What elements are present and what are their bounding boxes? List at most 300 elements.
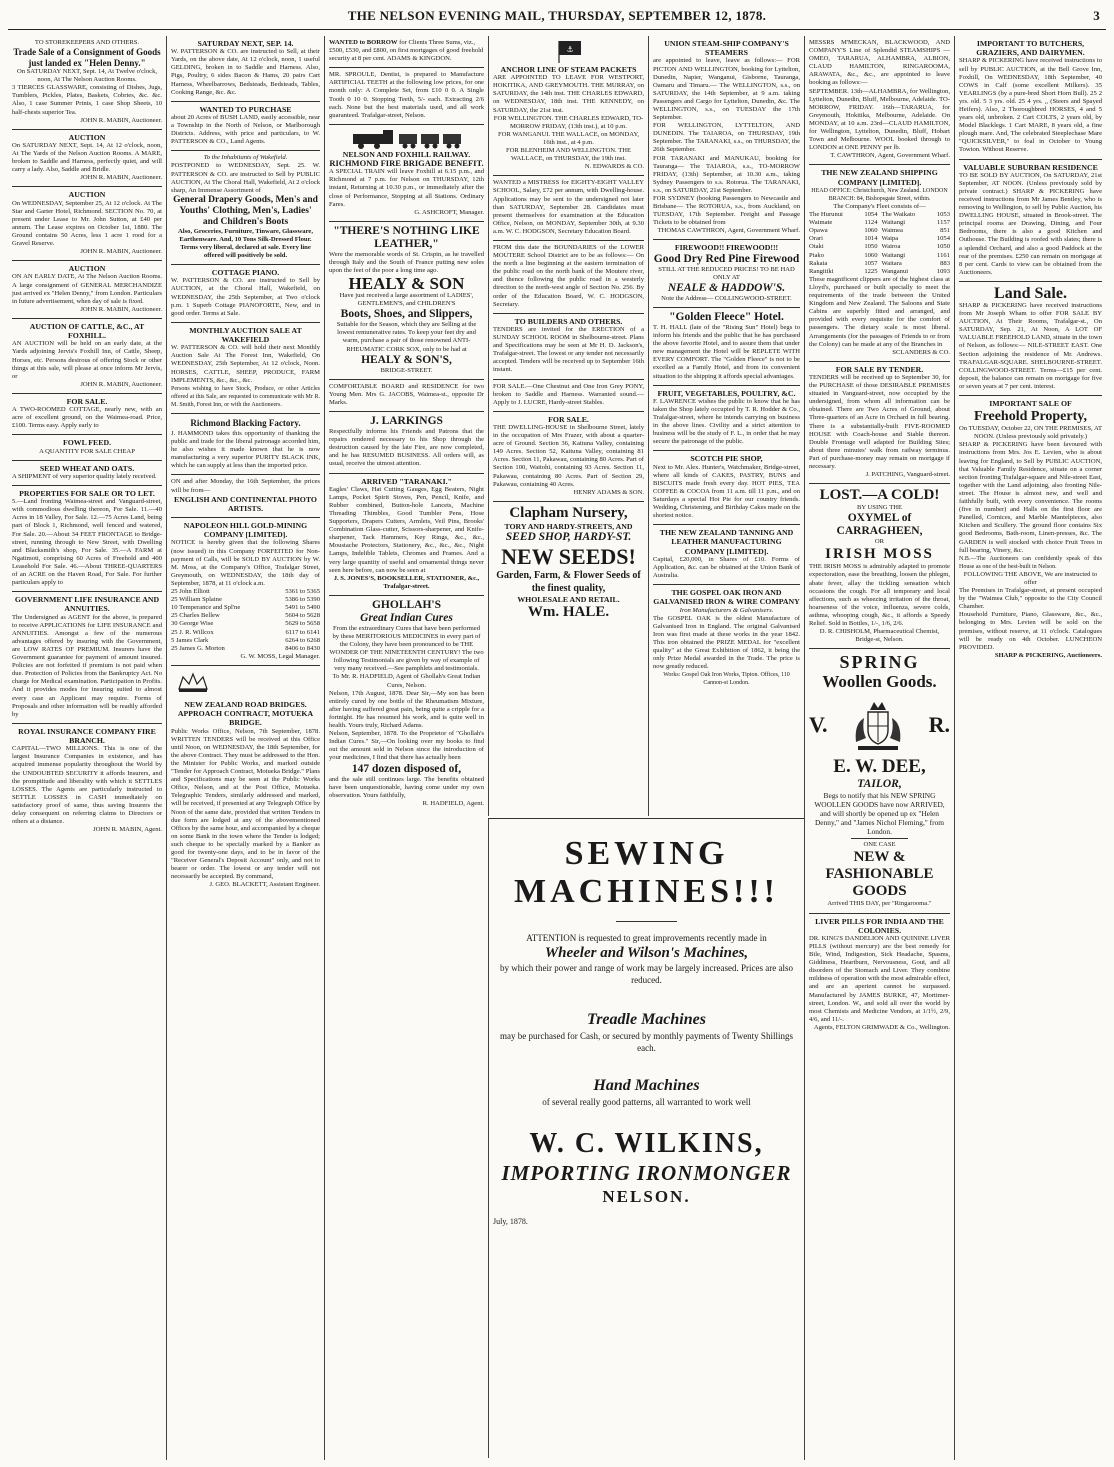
ship-name: Wanganui bbox=[881, 267, 909, 275]
ad-body: J. HAMMOND takes this opportunity of thanking the public and trade for the liberal patronage accorded him, he also wishes it made known that he is now manufacturing a very superior PURITY BLACK INK, which he can supply at less than the imported price. bbox=[171, 430, 320, 470]
ad-subheading: FOLLOWING THE ABOVE, We are instructed to offer bbox=[963, 570, 1098, 586]
ad-body: 3 TIERCES GLASSWARE, consisting of Dishes, Jugs, Tumblers, Pickles, Plates, Baskets, Cobries, &c. &c. Also, 1 case Summer Prints, 1 case Shop Sheets, 10 half-chests superior Tea. bbox=[12, 84, 162, 116]
ad-body: Respectfully informs his Friends and Patrons that the repairs rendered necessary to his Shop through the destruction caused by the late Fire, are now completed, and he has RESUMED BUSINESS. All orders will, as usual, receive the utmost attention. bbox=[329, 428, 484, 468]
ad-body: FOR TARANAKI and MANUKAU, booking for Tauranga— The TAIAROA, s.s., TO-MORROW FRIDAY, (13th) September, at 10.30 a.m., taking Sydney Passengers to s.s. Rotorua. The TARANAKI, s.s., on SATURDAY, 21st September. bbox=[653, 154, 800, 194]
ad-body: THE DWELLING-HOUSE in Shelbourne Street, lately in the occupation of Mrs Frazer, with about a quarter-acre of Ground. Section 36, Kaituna Valley, containing 149 Acres. Section 52, Kaituna Valley, containing 81 Acres. Section 11, Pakawau, containing 80 Acres. Part of Section 100, Waitohi, containing 93 Acres. Section 11, Pakawau, containing 80 Acres. Part of Section 29, Pakawau, containing 40 Acres. bbox=[493, 423, 644, 488]
ad-address: NELSON. bbox=[602, 1187, 691, 1206]
ad-irish-moss bbox=[809, 484, 950, 649]
fleet-ship bbox=[809, 227, 878, 235]
ad-auction-mare bbox=[12, 130, 162, 188]
ad-heading: ARRIVED "TARANAKI." bbox=[361, 476, 452, 486]
ship-name: Orari bbox=[809, 235, 823, 243]
ad-title: Treadle Machines bbox=[587, 1011, 706, 1028]
ad-body: about 20 Acres of BUSH LAND, easily accessible, near a Township in the North of Nelson, or Marlborough Districts. Address, with price and particulars, to W. PATTERSON & CO., Land Agents. bbox=[171, 113, 320, 146]
ad-heading: To the Inhabitants of Wakefield. bbox=[203, 154, 288, 162]
ad-signature: J. PATCHING, Vanguard-street. bbox=[865, 471, 950, 479]
ad-heading: MONTHLY AUCTION SALE AT WAKEFIELD bbox=[189, 325, 302, 345]
ad-freehold-property bbox=[959, 396, 1102, 664]
ad-title: SEWING bbox=[564, 835, 729, 872]
ad-heading: GOVERNMENT LIFE INSURANCE AND ANNUITIES. bbox=[14, 595, 160, 614]
ad-note: Persons wishing to have Stock, Produce, or other Articles offered at this Sale, are requested to communicate with Mr R. M. Smith, Forest Inn, or with the Auctioneers. bbox=[171, 385, 320, 408]
fleet-heading: The Company's Fleet consists of— bbox=[833, 203, 926, 210]
divider bbox=[616, 921, 677, 922]
ad-seed bbox=[12, 461, 162, 486]
ad-heading: NEW ZEALAND ROAD BRIDGES. bbox=[184, 699, 307, 709]
ship-name: Opawa bbox=[809, 227, 828, 235]
fleet-ship bbox=[809, 252, 878, 260]
fleet-ship bbox=[882, 219, 951, 227]
masthead-title: THE NELSON EVENING MAIL, THURSDAY, SEPTEMBER 12, 1878. bbox=[347, 8, 767, 23]
ad-auction-section bbox=[12, 187, 162, 261]
ad-heading: TO BUILDERS AND OTHERS. bbox=[514, 316, 623, 326]
masthead bbox=[0, 8, 1114, 30]
ship-name: Wairoa bbox=[881, 243, 901, 251]
ad-heading: IMPORTANT TO BUTCHERS, GRAZIERS, AND DAIRYMEN. bbox=[976, 39, 1085, 58]
ad-subheading: OXYMEL of CARRAGHEEN, bbox=[836, 512, 923, 538]
ad-body: SEPTEMBER. 13th—ALHAMBRA, for Wellington, Lyttelton, Dunedin, Bluff, Melbourne, Adelaide. TO-MORROW, FRIDAY. 16th—TARARUA, for Greymouth, Hokitika, Melbourne, Adelaide. On MONDAY, at 10 a.m. 23rd—CLAUD HAMILTON, for Wellington, Lyttelton, Dunedin, Bluff, Hobart Town and Melbourne. WOOL booked through to LONDON at ONE PENNY per lb. bbox=[809, 87, 950, 152]
ship-name: Rangitiki bbox=[809, 267, 834, 275]
masthead-rule bbox=[8, 29, 1106, 30]
ship-tons: 1124 bbox=[864, 219, 878, 227]
ad-liver-pills bbox=[809, 914, 950, 1037]
ad-heading: "THERE'S NOTHING LIKE LEATHER," bbox=[333, 224, 480, 250]
column-1 bbox=[8, 36, 166, 1460]
ad-subheading: SEED SHOP, HARDY-ST. bbox=[505, 531, 632, 544]
ad-heading: FIREWOOD!! FIREWOOD!!! bbox=[674, 243, 779, 253]
ad-body: A TWO-ROOMED COTTAGE, nearly new, with an acre of excellent ground, on the Waimea-road. Price, £100. Terms easy. Apply early to bbox=[12, 406, 162, 430]
ad-body: FROM this date the BOUNDARIES of the LOWER MOUTERE School District are to be as follows:— On the north a line beginning at the eastern termination of the public road on the north bank of the Moutere river, and thence following the public road in a westerly direction to the north-west angle of Section No. 256. By order of the Education Board, W. C. HODGSON, Secretary. bbox=[493, 243, 644, 308]
ad-heading: SCOTCH PIE SHOP, bbox=[690, 454, 763, 464]
ad-body: MR. SPROULE, Dentist, is prepared to Manufacture ARTIFICIAL TEETH at the following low prices, for one month only: A Complete Set, from £10 0 0. A Single Tooth 0 10 0. Stopping Teeth, 5/- each. Extracting 2/6 each. None but the best materials used, and all work guaranteed. Trafalgar-street, Nelson. bbox=[329, 71, 484, 119]
ad-body: Have just received a large assortment of LADIES', GENTLEMEN'S, and CHILDREN'S bbox=[339, 292, 474, 308]
fleet-ship bbox=[882, 268, 951, 276]
ad-title: Trade Sale of a Consignment of Goods just landed ex "Helen Denny." bbox=[13, 47, 161, 68]
ad-body: TENDERS will be received up to September 30, for the PURCHASE of those DESIRABLE PREMISES situated in Vanguard-street, now occupied by the undersigned, from whom all information can be obtained. There are Two Acres of Ground, about Three-quarters of an Acre in Orchard in full bearing. There is a substantially-built FIVE-ROOMED HOUSE with Coach-house and Stable thereon. Double Frontage well adapted for Building Sites; about three minutes' walk from railway terminus. Part of purchase-money may remain on mortgage if necessary. bbox=[809, 373, 950, 471]
ad-body: T. H. HALL (late of the "Rising Sun" Hotel) begs to inform his friends and the public that he has purchased the above favorite Hotel, and to assure them that under new management the Hotel will be REPLETE WITH EVERY COMFORT. The "Golden Fleece" is not to be excelled as a Family Hotel, and from its convenient situation to the shipping it affords special advantages. bbox=[653, 323, 800, 380]
ad-cattle bbox=[12, 319, 162, 394]
ad-body: Were the memorable words of St. Crispin, as he travelled through Italy and the South of France putting new soles upon the feet of the poor a long time ago. bbox=[329, 250, 484, 274]
fleet-ship bbox=[882, 235, 951, 243]
svg-text:⚓: ⚓ bbox=[565, 45, 574, 54]
ad-body: STILL AT THE REDUCED PRICES! TO BE HAD ONLY AT bbox=[658, 265, 795, 281]
share-row bbox=[171, 588, 320, 596]
ad-body: The Undersigned as AGENT for the above, is prepared to receive APPLICATIONS for LIFE INSURANCE and ANNUITIES. Amongst a few of the numerous advantages offered by insuring with the Government, are LOW RATES OF PREMIUM. Insurers have the Government guarantee for payment of amount insured. Policies are not forfeited if premium is not paid when due. Protection of Policies from the Bankruptcy Act. No charge for Medical examination. Participation in Profits. And it provides modes for insuring suited to almost every case an Applicant may require. Forms of Proposals and other information will be readily afforded by bbox=[12, 613, 162, 718]
fleet-ship bbox=[882, 260, 951, 268]
ad-signature: J. S. JONES'S, BOOKSELLER, STATIONER, &c., Trafalgar-street. bbox=[333, 574, 480, 590]
ad-blacking-factory bbox=[171, 414, 320, 475]
ad-fowl bbox=[12, 435, 162, 460]
ad-tender bbox=[809, 362, 950, 484]
ad-body: DR. KING'S DANDELION AND QUININE LIVER PILLS (without mercury) are the best remedy for Bile, Wind, Indigestion, Sick Headache, Spasms, Giddiness, Heartburn, Nervousness, Gout, and all disorders of the Stomach and Liver. They combine mildness of operation with the most admirable effect, and are an aperient cannot be surpassed. Manufactured by JAMES BURKE, 47, Mortimer-street, London. W., and sold all over the world by most Chemists and Medicine Vendors, at 1/1½, 2/9, 4/6, and 11/-. bbox=[809, 934, 950, 1023]
ad-body: ON and after Monday, the 16th September, the prices will be from— bbox=[171, 478, 320, 494]
ad-mmeckan bbox=[809, 36, 950, 165]
ad-heading: FRUIT, VEGETABLES, POULTRY, &C. bbox=[657, 388, 796, 398]
ad-builders bbox=[493, 314, 644, 380]
ad-heading: NAPOLEON HILL GOLD-MINING COMPANY [LIMITED]. bbox=[183, 521, 308, 540]
steamship-flag-icon bbox=[539, 39, 599, 65]
share-row bbox=[171, 612, 320, 620]
ship-tons: 1060 bbox=[864, 227, 878, 235]
page-number: 3 bbox=[1093, 8, 1100, 23]
share-row bbox=[171, 637, 320, 645]
ship-name: Waimate bbox=[809, 219, 833, 227]
column-6 bbox=[804, 36, 954, 1460]
ad-pony bbox=[493, 380, 644, 412]
ad-body: SHARP & PICKERING have received instructions from Mr Joseph Wham to offer FOR SALE BY AUCTION, At Their Rooms, Trafalgar-st., On SATURDAY, Sep. 21, At Noon, A LOT OF VALUABLE FREEHOLD LAND, situate in the town of Nelson, as follows:— NILE-STREET EAST. One Section adjoining the residence of Mr. Andrews. TRAFALGAR-SQUARE. SHELBOURNE-STREET. COLLINGWOOD-STREET. Terms—£15 per cent. deposit, the balance can remain on mortgage for five or seven years at 7 per cent. interest. bbox=[959, 301, 1102, 390]
ad-signature: NEALE & HADDOW'S. bbox=[667, 281, 786, 294]
ad-clapham-nursery bbox=[493, 502, 644, 625]
share-numbers: 5629 to 5658 bbox=[285, 620, 320, 628]
fleet-list bbox=[882, 211, 951, 276]
ad-monthly-sale bbox=[171, 323, 320, 414]
ad-woollen-goods bbox=[809, 649, 950, 913]
ad-title: HEALY & SON bbox=[348, 274, 465, 294]
ad-body: A QUANTITY FOR SALE CHEAP bbox=[39, 447, 135, 455]
ad-subheading: WHOLESALE AND RETAIL. bbox=[517, 595, 620, 605]
ad-body: Nelson, 17th August, 1878. Dear Sir,—My son has been entirely cured by one bottle of the Rheumatism Mixture, after having suffered great pain, being quite a cripple for a fortnight. He has resumed his work, and is quite well in health. Yours truly, Richard Adams. bbox=[329, 689, 484, 730]
ad-body: F. LAWRENCE wishes the public to know that he has taken the Shop lately occupied by T. R. Hodder & Co., Trafalgar-street, where he intends carrying on business in the above lines. Civility and a strict attention to business will be the study of F. L., in order that he may secure the patronage of the public. bbox=[653, 397, 800, 446]
ship-name: The Hurunui bbox=[809, 211, 843, 219]
ad-body: SHARP & PICKERING have been favoured with instructions from Mrs. Jos E. Levien, who is about leaving for England, to Sell by PUBLIC AUCTION, that Valuable Family Residence, situate on a corner section fronting Trafalgar-square and Nile-street East, together with the Land adjoining, also fronting Nile-street. The House is almost new, and well and faithfully built, with every convenience. The rooms (five in number) and Halls on the first floor are Panelled, Cornices, and Marble Mantelpieces, also Kitchen and Scullery. The ground floor contains Six good Bedrooms, Bath-room, Linen-presses, &c. The GARDEN is well stocked with choice Fruit Trees in full bearing, Vinery, &c. bbox=[959, 441, 1102, 554]
ad-title: E. W. DEE, bbox=[833, 756, 926, 778]
share-numbers: 5604 to 5628 bbox=[285, 612, 320, 620]
ad-signature: SCLANDERS & CO. bbox=[892, 348, 950, 356]
ad-heading: FOR SALE. bbox=[66, 396, 108, 406]
ad-heading: VALUABLE SUBURBAN RESIDENCE bbox=[963, 162, 1098, 172]
ad-body: FOR WELLINGTON. THE CHARLES EDWARD, TO-MORROW FRIDAY, (13th inst.), at 10 p.m. bbox=[493, 114, 644, 130]
ship-tons: 1225 bbox=[864, 267, 878, 275]
ad-title: LOST.—A COLD! bbox=[819, 487, 940, 504]
ad-signature: W. C. WILKINS, bbox=[529, 1128, 764, 1159]
share-holder: 25 J. R. Willcox bbox=[171, 628, 214, 636]
fleet-ship bbox=[809, 235, 878, 243]
ad-firewood bbox=[653, 240, 800, 307]
ad-body: W. PATTERSON & CO. will hold their next Monthly Auction Sale At The Forest Inn, Wakefield, On WEDNESDAY, 25th September, At 12 o'clock, Noon. HORSES, CATTLE, SHEEP, PRODUCE, FARM IMPLEMENTS, &c., &c., &c. bbox=[171, 344, 320, 384]
ad-body: The GOSPEL OAK is the oldest Manufacture of Galvanised Iron in England. The original Galvanised Iron was first made at these works in the year 1842. This iron obtained the PRIZE MEDAL for "excellent quality" at the Great Exhibition of 1862, it being the only Prize Medal awarded in the Trade. The price is now greatly reduced. bbox=[653, 614, 800, 671]
ad-heading: SEED WHEAT AND OATS. bbox=[39, 463, 135, 473]
ad-auction-merchandize bbox=[12, 261, 162, 319]
ad-heading: THE NEW ZEALAND TANNING AND LEATHER MANUFACTURING COMPANY [LIMITED]. bbox=[659, 528, 794, 556]
ad-healy-son bbox=[329, 222, 484, 380]
fleet-ship bbox=[809, 268, 878, 276]
ad-fruit bbox=[653, 386, 800, 452]
newspaper-columns bbox=[8, 36, 1106, 1460]
royal-cipher-r: R. bbox=[928, 711, 950, 737]
ad-body: FOR WANGANUI. THE WALLACE, on MONDAY, 16th inst., at 4 p.m. bbox=[497, 130, 640, 146]
ad-body: Household Furniture, Piano, Glassware, &c., &c., belonging to Mrs. Levien will be sold on the premises, without reserve, at 11 o'clock. Catalogues will be ready on 4th October. LUNCHEON PROVIDED. bbox=[959, 611, 1102, 651]
ad-body: TENDERS are invited for the ERECTION of a SUNDAY SCHOOL ROOM in Shelbourne-street. Plans and Specifications may be seen at Mr H. D. Jackson's, Trafalgar-street. The lowest or any tender not necessarily accepted. Tenders will be received up to September 16th instant. bbox=[493, 325, 644, 374]
ad-body: FOR SYDNEY (booking Passengers to Newcastle and Brisbane— The ROTORUA, s.s., from Auckland, on TUESDAY, 17th September. Freight and Passage Tickets to be obtained from bbox=[653, 195, 800, 227]
ad-signature: JOHN R. MABIN, Auctioneer. bbox=[80, 116, 162, 124]
ship-tons: 883 bbox=[940, 259, 950, 267]
royal-arms bbox=[809, 692, 950, 756]
ad-address: HEAD OFFICE: Christchurch, New Zealand. LONDON BRANCH: 84, Bishopsgate Street, within. bbox=[811, 187, 948, 202]
ad-signature: HENRY ADAMS & SON. bbox=[573, 488, 644, 496]
ad-heading: THE GOSPEL OAK IRON AND GALVANISED IRON & WIRE COMPANY bbox=[653, 588, 800, 607]
ad-heading: ANCHOR LINE OF STEAM PACKETS bbox=[500, 65, 637, 74]
ad-heading: MESSRS M'MECKAN, BLACKWOOD, AND COMPANY'S Line of Splendid STEAMSHIPS — OMEO, TARARUA, ALHAMBRA, ALBION, CLAUD HAMILTON, RINGAROOMA, ARAWATA, &c., &c., are appointed to leave booking as follows:— bbox=[809, 39, 950, 87]
ad-body: A SHIPMENT of very superior quality lately received. bbox=[12, 472, 157, 480]
ad-heading: PROPERTIES FOR SALE OR TO LET. bbox=[19, 489, 155, 498]
ad-storekeepers bbox=[12, 36, 162, 130]
ad-heading: NELSON AND FOXHILL RAILWAY. bbox=[342, 149, 471, 159]
ad-heading: IMPORTANT SALE OF bbox=[989, 398, 1072, 408]
ad-signature: JOHN R. MABIN, Auctioneer. bbox=[80, 305, 162, 313]
ship-tons: 1014 bbox=[864, 235, 878, 243]
ad-title: NEW & FASHIONABLE GOODS bbox=[825, 849, 934, 900]
royal-cipher-v: V. bbox=[809, 711, 828, 737]
ad-body: Nelson, September, 1878. To the Proprietor of "Ghollah's Indian Cures." Sir,—On looking over my books to find out the amount sold in Nelson since the introduction of your medicines, I find that there has actually been bbox=[329, 730, 484, 762]
ad-body: W. PATTERSON & CO. are instructed to Sell, at their Yards, on the above date, At 12 o'clock, noon, 1 useful GELDING, broken in to Saddle and Harness. Also, Pigs, Poultry, 6 sides Bacon & Hams, 20 pairs Cart Harness, Wheelbarrows, Bedsteads, Bedsteads, Tables, Cooking Range, &c. &c. bbox=[171, 48, 320, 96]
ad-cottage bbox=[12, 394, 162, 435]
ad-body: COMFORTABLE BOARD and RESIDENCE for two Young Men. Mrs G. JACOBS, Waimea-st., opposite Dr Marks. bbox=[329, 382, 484, 406]
ad-body: On SATURDAY NEXT, Sept. 14, At Twelve o'clock, noon, At The Nelson Auction Rooms. bbox=[16, 68, 158, 84]
ship-tons: 1060 bbox=[864, 251, 878, 259]
share-holder: 10 Temperance and Spl'ne bbox=[171, 604, 241, 612]
share-numbers: 6117 to 6141 bbox=[285, 628, 320, 636]
ad-body: A SPECIAL TRAIN will leave Foxhill at 6.15 p.m., and Richmond at 7 p.m. for Nelson on THURSDAY, 12th instant, Returning at 10.30 p.m., or immediately after the close of Performance, Stopping at all Stations. Ordinary Fares. bbox=[329, 168, 484, 208]
ad-heading: ENGLISH AND CONTINENTAL PHOTO ARTISTS. bbox=[174, 494, 317, 513]
ad-govt-insurance bbox=[12, 592, 162, 724]
ship-tons: 1157 bbox=[937, 219, 950, 227]
ad-body: These magnificent clippers are of the highest class at Lloyd's, purchased or built specially to meet the requirements of the trade between the United Kingdom and New Zealand. The Saloons and State Cabins are superbly fitted and arranged, and provided with every requisite for the comfort of passengers. The dietary scale is most liberal. Arrangements (for the passages of Friends to or from the Colony) can be made at any of the Branches in bbox=[809, 275, 950, 348]
ad-title: Freehold Property, bbox=[973, 409, 1088, 425]
ad-bush-land bbox=[171, 102, 320, 152]
fleet-ship bbox=[809, 260, 878, 268]
ad-royal-insurance bbox=[12, 724, 162, 838]
ad-body: On WEDNESDAY, September 25, At 12 o'clock. At The Star and Garter Hotel, Richmond. SECTION No. 70, at present under Lease to Mr. John Sutton, at £40 per annum. The Lease expires on October 1st, 1880. The Ground contains 50 Acres, less 1 acre 1 rood for a Gravel Reserve. bbox=[12, 199, 162, 248]
ad-signature: D. R. CHISHOLM, Pharmaceutical Chemist, Bridge-st, Nelson. bbox=[819, 628, 940, 644]
share-holder: 25 William Splaine bbox=[171, 596, 222, 604]
ad-body: ATTENTION is requested to great improvements recently made in bbox=[526, 933, 767, 943]
ad-heading: COTTAGE PIANO. bbox=[211, 268, 280, 278]
ad-title: Wheeler and Wilson's Machines, bbox=[544, 945, 749, 961]
ad-dentist bbox=[329, 68, 484, 125]
ad-signature: N. EDWARDS & CO. bbox=[584, 163, 644, 171]
ad-body: W. PATTERSON & CO. are instructed to Sell by AUCTION, at the Choral Hall, Wakefield, on WEDNESDAY, the 25th September, at Two o'clock p.m. 1 Superb Cottage PIANOFORTE, New, and in good order. Terms at Sale. bbox=[171, 277, 320, 317]
column-2 bbox=[166, 36, 324, 1460]
share-row bbox=[171, 645, 320, 653]
ad-signature: JOHN R. MABIN, Auctioneer. bbox=[80, 380, 162, 388]
ad-golden-fleece bbox=[653, 308, 800, 386]
share-holder: 25 James G. Morton bbox=[171, 644, 225, 652]
ad-board bbox=[329, 380, 484, 412]
ad-boundaries bbox=[493, 241, 644, 314]
ad-body: Next to Mr. Alex. Hunter's, Watchmaker, Bridge-street, where all kinds of CAKES, PASTRY, BUNS and BISCUITS made fresh every day. HOT PIES, TEA COFFEE & COCOA from 11 a.m. till 11 p.m., and on Saturdays a special Hot Pie for our country friends. Wedding, Christening, and Birthday Cakes made on the shortest notice. bbox=[653, 463, 800, 520]
ad-body: POSTPONED to WEDNESDAY, Sept. 25. W. PATTERSON & CO. are instructed to Sell by PUBLIC AUCTION, At The Choral Hall, Wakefield, At 2 o'clock sharp, An Immense Assortment of bbox=[171, 162, 320, 194]
ad-body: may be purchased for Cash, or secured by monthly payments of Twenty Shillings each. bbox=[500, 1031, 793, 1053]
ad-subtitle: Great Indian Cures bbox=[360, 611, 453, 624]
ad-title: Boots, Shoes, and Slippers, bbox=[340, 308, 473, 321]
ad-signature: THOMAS CAWTHRON, Agent, Government Wharf. bbox=[657, 227, 800, 235]
share-numbers: 6264 to 6268 bbox=[285, 636, 320, 644]
locomotive-icon bbox=[347, 128, 467, 150]
ship-tons: 1161 bbox=[937, 251, 950, 259]
ad-title: IRISH MOSS bbox=[825, 546, 934, 563]
ad-heading: WANTED to BORROW bbox=[329, 39, 398, 46]
share-row bbox=[171, 604, 320, 612]
ad-body: CAPITAL—TWO MILLIONS. This is one of the largest Insurance Companies in existence, and has acquired immense popularity throughout the World by the UNDOUBTED SECURITY it affords Insurers, and the promptitude and liberality with which it SETTLES LOSSES. The Agents are particularly instructed to SETTLE LOSSES in CASH immediately on satisfactory proof of same, thus saving Insurers the delay consequent on referring claims to Directors or others at a distance. bbox=[12, 745, 162, 826]
ad-scotch-pie bbox=[653, 451, 800, 525]
ad-signature: Wm. HALE. bbox=[527, 604, 610, 621]
ad-heading: FOR SALE. bbox=[548, 414, 589, 424]
ad-subtitle: IMPORTING IRONMONGER bbox=[501, 1161, 792, 1185]
ad-heading: UNION STEAM-SHIP COMPANY'S STEAMERS bbox=[664, 39, 789, 58]
fleet-list bbox=[809, 211, 878, 276]
fleet-ship bbox=[809, 211, 878, 219]
ship-name: The Waikato bbox=[881, 211, 916, 219]
ad-subtitle: TAILOR, bbox=[857, 778, 902, 791]
ad-taranaki bbox=[329, 474, 484, 596]
ad-subheading: BY USING THE bbox=[856, 504, 903, 512]
ad-body: The Premises in Trafalgar-street, at present occupied by the "Waimea Club," opposite to the City Council Chamber. bbox=[959, 587, 1102, 611]
ad-title: Woollen Goods. bbox=[822, 672, 937, 692]
ship-tons: 1053 bbox=[936, 211, 950, 219]
ad-signature: SHARP & PICKERING, Auctioneers. bbox=[994, 651, 1102, 659]
ad-heading: LIVER PILLS FOR INDIA AND THE COLONIES. bbox=[815, 916, 944, 935]
share-holder: 25 John Elliott bbox=[171, 588, 210, 596]
ad-wakefield-drapery bbox=[171, 151, 320, 265]
ad-heading: WANTED TO PURCHASE bbox=[199, 104, 292, 114]
ship-tons: 1050 bbox=[864, 243, 878, 251]
ad-body: for Clients Three Sums, viz., £500, £530, and £800, on first mortgages of good freehold security at 8 per cent. ADAMS & KINGDON. bbox=[329, 39, 484, 63]
ad-title: Land Sale. bbox=[994, 284, 1067, 302]
ad-heading: AUCTION OF CATTLE, &C., AT FOXHILL. bbox=[29, 321, 145, 341]
fleet-table bbox=[809, 211, 950, 276]
ad-signature: JOHN R. MABIN, Agent. bbox=[93, 826, 162, 834]
ad-body: SHARP & PICKERING have received instructions to sell by PUBLIC AUCTION, at the Bell Grove Inn, Foxhill, On WEDNESDAY, 18th September, 40 COWS in Calf (some excellent Milkers). 35 YEARLINGS (by a pure-bred Short Horn Bull). 25 2 yrs. old. 5 3 yrs. old. 25 4 yrs. ,, (Steers and Spayed Heifers). Also, 2 Thoroughbred HORSES, 4 and 5 years old, unbroken. 2 Cart COLTS, 2 years old, by Model Blacklegs. 1 Cart MARE, 8 years old, a fine plough mare. And, The celebrated Steeplechase Mare "QUICKSILVER," to foal in October to Young Towton. Without Reserve. bbox=[959, 57, 1102, 154]
ad-address: Note the Address— COLLINGWOOD-STREET. bbox=[661, 294, 792, 302]
ad-body: FOR SALE.—One Chestnut and One Iron Grey PONY, broken to Saddle and Harness. Warranted sound.—Apply to J. LUCRE, Hardy-street Stables. bbox=[493, 382, 644, 406]
ad-body: Also, Groceries, Furniture, Tinware, Glassware, Earthenware. And, 10 Tons Silk-Dressed Flour. Terms very liberal, declared at sale. Every line offered will positively be sold. bbox=[178, 227, 313, 260]
ship-tons: 1050 bbox=[936, 243, 950, 251]
ship-tons: 1093 bbox=[936, 267, 950, 275]
column-5 bbox=[648, 36, 804, 816]
ship-name: Waitangi bbox=[881, 251, 906, 259]
ad-title: MACHINES!!! bbox=[514, 873, 779, 910]
ad-body: THE IRISH MOSS is admirably adapted to promote expectoration, ease the breathing, loosen the phlegm, abate fever, allay the tickling sensation which occasions the cough. For all temporary and local affections, such as wheezing irritation of the throat, hoarseness of the voice, influenza, severe colds, asthma, whooping cough, &c., it affords a Speedy Relief. Sold in Bottles, 1/-, 1/6, 2/6. bbox=[809, 563, 950, 628]
ad-subheading: Iron Manufacturers & Galvanisers. bbox=[679, 606, 774, 614]
ad-heading: To Mr. R. HADFIELD, Agent of Ghollah's Great Indian Cures, Nelson. bbox=[332, 673, 481, 689]
ad-body: NOTICE is hereby given that the following Shares (now issued) in this Company FORFEITED for Non-payment of Calls, will be SOLD BY AUCTION by W. M. Moss, at the Company's Office, Trafalgar Street, Greymouth, on WEDNESDAY, the 18th day of September, 1878, at 11 o'clock a.m. bbox=[171, 539, 320, 587]
fleet-ship bbox=[882, 252, 951, 260]
column-4 bbox=[488, 36, 648, 816]
ad-signature: J. GEO. BLACKETT, Assistant Engineer. bbox=[209, 881, 320, 889]
ship-name: Waimea bbox=[881, 227, 903, 235]
ad-title: NEW SEEDS! bbox=[501, 544, 636, 570]
ad-body: Arrived THIS DAY, per "Ringarooma." bbox=[827, 900, 932, 908]
ad-body: 5.—Land fronting Waimea-street and Vanguard-street, with commodious dwelling thereon, For Sale. 11.—40 Acres in 18 Valley, For Sale. 12.—75 Acres Land, being part of Block 1, Richmond, well fenced and watered, For Sale. 20.—About 34 FEET FRONTAGE to Bridge-street, running through to New Street, with Dwelling and Blacksmith's shop, For Sale. 35.—A FARM at Ngatimoti, comprising 60 Acres of Freehold and 400 Leasehold For Sale. 46.—About THREE-QUARTERS of an ACRE on the Haven Road, For Sale. For further particulars apply to bbox=[12, 498, 162, 587]
ad-signature: G. W. MOSS, Legal Manager. bbox=[240, 652, 320, 660]
ad-body: of several really good patterns, all warranted to work well bbox=[542, 1097, 751, 1107]
share-row bbox=[171, 629, 320, 637]
ad-subheading: APPROACH CONTRACT, MOTUEKA BRIDGE. bbox=[177, 709, 314, 728]
ad-heading: THE NEW ZEALAND SHIPPING COMPANY [LIMITED]. bbox=[821, 168, 938, 187]
fleet-ship bbox=[882, 211, 951, 219]
shares-table bbox=[171, 588, 320, 653]
ad-napoleon-hill bbox=[171, 518, 320, 666]
ad-title: HEALY & SON'S, bbox=[361, 353, 452, 366]
ad-tanning bbox=[653, 525, 800, 585]
ad-signature: G. ASHCROFT, Manager. bbox=[414, 208, 484, 216]
ad-title: SPRING bbox=[839, 652, 920, 673]
ad-heading: ROYAL INSURANCE COMPANY FIRE BRANCH. bbox=[18, 726, 156, 746]
ad-body: WANTED a MISTRESS for EIGHTY-EIGHT VALLEY SCHOOL, Salary, £72 per annum, with Dwelling-house. Applications may be sent to the undersigned not later than SATURDAY, September 28. Candidates must present themselves for examination at the Education Office, Nelson, on MONDAY, September 30th, at 9.30 a.m. W. C. HODGSON, Secretary Education Board. bbox=[493, 179, 644, 235]
ad-road-bridges bbox=[171, 666, 320, 894]
ad-saturday-sale bbox=[171, 36, 320, 102]
ad-address: BRIDGE-STREET. bbox=[380, 366, 433, 374]
share-numbers: 5361 to 5365 bbox=[285, 588, 320, 596]
share-numbers: 5386 to 5390 bbox=[285, 596, 320, 604]
ad-body: TO BE SOLD BY AUCTION, On SATURDAY, 21st September, AT NOON. (Unless previously sold by private contract.) SHARP & PICKERING have received instructions from Mr James Bentley, who is removing to Wellington, to sell by Public Auction, his DWELLING HOUSE, situated in Brook-street. The principal rooms are Drawing, Dining, and Four Bedrooms, there is also a good Kitchen and Outhouse. The Building is roofed with slates; there is a splendid Orchard, and also a good Paddock at the rear of the premises. £250 can remain on mortgage at 8 per cent. Cards to view can be obtained from the Auctioneers. bbox=[959, 171, 1102, 276]
ad-subheading: ONE CASE bbox=[863, 841, 896, 849]
ad-signature: JOHN R. MABIN, Auctioneer. bbox=[80, 248, 162, 256]
ad-properties bbox=[12, 486, 162, 592]
share-numbers: 8406 to 8430 bbox=[285, 644, 320, 652]
ad-heading: FOWL FEED. bbox=[62, 438, 112, 448]
ship-tons: 1054 bbox=[936, 235, 950, 243]
column-7 bbox=[954, 36, 1106, 1460]
ad-title: Clapham Nursery, bbox=[509, 504, 628, 521]
ad-body: by which their power and range of work may be largely increased. Prices are also reduced. bbox=[500, 963, 793, 985]
ad-body: AN AUCTION will be held on an early date, at the Yards adjoining Jervis's Foxhill Inn, of Cattle, Sheep, Horses, etc. Persons desirous of offering Stock or other things at this sale, will please at once inform Mr Jervis, or bbox=[12, 340, 162, 380]
ad-body: ON AN EARLY DATE, At The Nelson Auction Rooms. A large consignment of GENERAL MERCHANDIZE just arrived ex "Helen Denny," from London. Particulars in future advertisement, when day of sale is fixed. bbox=[12, 273, 162, 305]
ad-cottage-piano bbox=[171, 265, 320, 323]
ad-body: Suitable for the Season, which they are Selling at the lowest remunerative rates. To keep your feet dry and warm, purchase a pair of those renowned ANTI-RHEUMATIC CORK SOX, only to be had at bbox=[336, 321, 477, 353]
ad-body: and the sale still continues large. The benefits obtained have been unquestionable, having come under my own observation. Yours faithfully, bbox=[329, 775, 484, 799]
ad-signature: R. HADFIELD, Agent. bbox=[422, 799, 484, 807]
ad-body: On SATURDAY NEXT, Sept. 14, At 12 o'clock, noon, At The Yards of the Nelson Auction Rooms. A MARE, broken to Saddle and Harness, perfectly quiet, and will carry a lady. Also, Saddle and Bridle. bbox=[12, 141, 162, 174]
share-holder: 30 George Wise bbox=[171, 620, 214, 628]
column-3 bbox=[324, 36, 488, 1460]
ad-title: "Golden Fleece" Hotel. bbox=[669, 310, 784, 323]
crown-emblem-icon bbox=[171, 669, 215, 695]
share-holder: 25 Charles Bellew bbox=[171, 612, 220, 620]
ad-land-sale bbox=[959, 282, 1102, 396]
ad-mistress bbox=[493, 176, 644, 241]
ad-title: 147 dozen disposed of, bbox=[351, 762, 462, 775]
ad-subheading: RICHMOND FIRE BRIGADE BENEFIT. bbox=[329, 158, 484, 169]
ad-signature: JOHN R. MABIN, Auctioneer. bbox=[80, 174, 162, 182]
ad-title: Good Dry Red Pine Firewood bbox=[653, 252, 800, 265]
ad-body: ARE APPOINTED TO LEAVE FOR WESTPORT, HOKITIKA, AND GREYMOUTH. THE MURRAY, on SATURDAY, the 14th inst. THE CHARLES EDWARD, on WEDNESDAY, 18th inst. THE KENNEDY, on SATURDAY, the 21st inst. bbox=[493, 74, 644, 114]
ad-sewing-machines bbox=[488, 818, 804, 1458]
ad-date: July, 1878. bbox=[493, 1217, 528, 1226]
share-holder: 5 James Clark bbox=[171, 636, 209, 644]
ad-body: Public Works Office, Nelson, 7th September, 1878. WRITTEN TENDERS will be received at this Office until Noon, on WEDNESDAY, the 18th September, for the above Contract. They must be addressed to the Hon. the Minister for Public Works, and marked outside "Tender for Approach Contract, Motueka Bridge." Plans and Specifications may be seen at the Public Works Office, Nelson, and at the Post Office, Motueka. Telegraphic Tenders, similarly addressed and marked, will be received, if presented at any Telegraph Office by Noon of the same date, provided that written Tenders in due form are lodged at any of the abovementioned Offices by the same hour, and accompanied by a cheque on some Bank in the town where the Tender is lodged; such cheque to be specially marked by a Banker as good for twenty-one days, and to be in favor of the "Receiver General's Deposit Account" only, and not to bearer or order. The lowest or any tender will not necessarily be accepted. By command, bbox=[171, 727, 320, 881]
ad-photo-artists bbox=[171, 475, 320, 518]
ad-note: N.B.—The Auctioneers can confidently speak of this House as one of the best-built in Nelson. bbox=[959, 555, 1102, 570]
ad-heading: TO STOREKEEPERS AND OTHERS. bbox=[34, 39, 140, 46]
ad-ghollah bbox=[329, 596, 484, 812]
ad-title: Hand Machines bbox=[593, 1077, 700, 1094]
ship-tons: 1054 bbox=[864, 211, 878, 219]
ship-name: Waitara bbox=[881, 259, 902, 267]
divider bbox=[851, 838, 907, 839]
ad-heading: Richmond Blacking Factory. bbox=[190, 418, 301, 429]
ad-suburban-residence bbox=[959, 160, 1102, 282]
ad-title: J. LARKINGS bbox=[370, 415, 443, 428]
ad-larkings bbox=[329, 412, 484, 473]
ad-dwelling-forsale bbox=[493, 412, 644, 502]
ad-butchers bbox=[959, 36, 1102, 160]
ad-heading: FOR SALE BY TENDER. bbox=[835, 364, 924, 374]
ad-title: GHOLLAH'S bbox=[371, 598, 442, 611]
ad-body: Begs to notify that his NEW SPRING WOOLLEN GOODS have now ARRIVED, and will shortly be opened up ex "Helen Denny," and "James Nichol Fleming," from London. bbox=[814, 791, 945, 837]
share-row bbox=[171, 620, 320, 628]
ad-body: are appointed to leave, leave as follows:— FOR PICTON AND WELLINGTON, booking for Lyttelton, Dunedin, Napier, Wanganui, Gisborne, Tauranga, Oamaru and Timaru.— The WELLINGTON, s.s., on SATURDAY, the 14th September, at 9 a.m. taking Passengers and Cargo for Lyttelton, Dunedin, &c. The WELLINGTON, s.s., on TUESDAY the 17th September. bbox=[653, 57, 800, 122]
ship-name: Otaki bbox=[809, 243, 824, 251]
